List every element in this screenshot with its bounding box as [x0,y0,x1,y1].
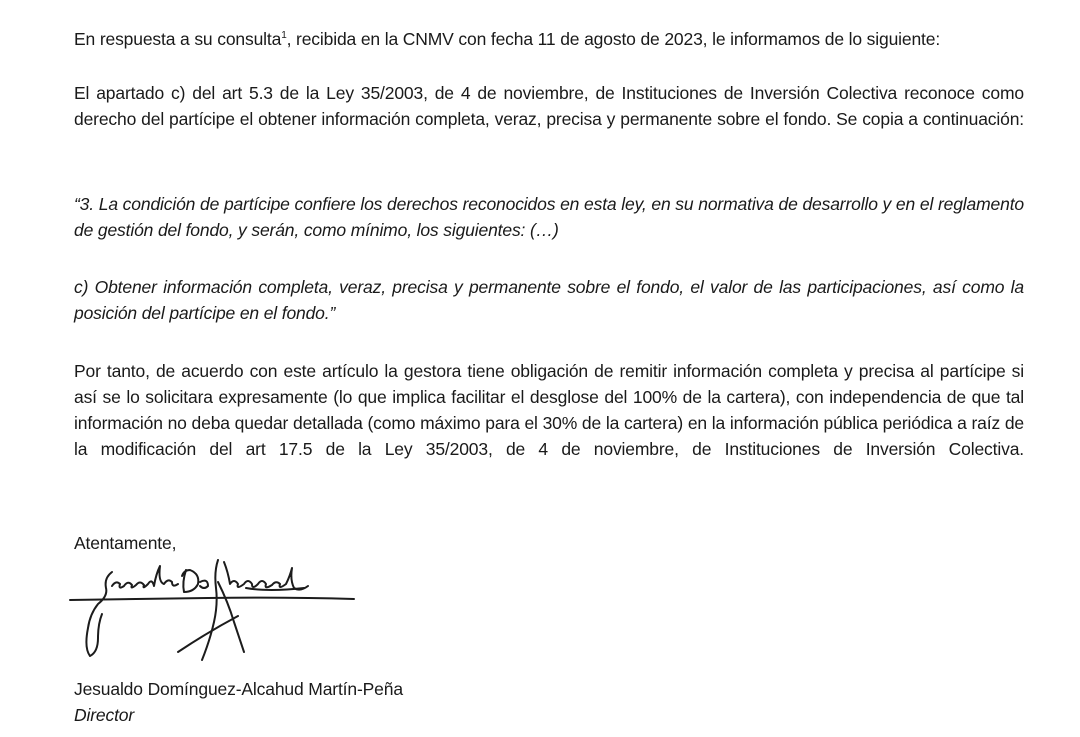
handwritten-signature [68,552,368,667]
quoted-article-intro: “3. La condición de partícipe confiere los derechos reconocidos en esta ley, en su normativa de desarrollo y en el reglamento de gestión del fondo, y serán, como mínimo, los siguientes: (…) [74,194,1024,240]
legal-reference-paragraph: El apartado c) del art 5.3 de la Ley 35/2003, de 4 de noviembre, de Instituciones de Inversión Colectiva reconoce como derecho del partícipe el obtener información completa, veraz, precisa y permanente sobre el fondo. Se copia a continuación: [74,83,1024,129]
footnote-marker: 1 [281,30,287,41]
intro-text-continued: , recibida en la CNMV con fecha 11 de agosto de 2023, le informamos de lo siguiente: [286,29,941,49]
signer-name: Jesualdo Domínguez-Alcahud Martín-Peña [74,679,403,699]
quoted-article-item-c: c) Obtener información completa, veraz, precisa y permanente sobre el fondo, el valor de las participaciones, así como la posición del partícipe en el fondo.” [74,277,1024,323]
intro-text: En respuesta a su consulta [74,29,282,49]
conclusion-paragraph: Por tanto, de acuerdo con este artículo la gestora tiene obligación de remitir información completa y precisa al partícipe si así se lo solicitara expresamente (lo que implica facilitar el desglose del 100% de la cartera), con independencia de que tal información no deba quedar detallada (como máximo para el 30% de la cartera) en la información pública periódica a raíz de la modificación del art 17.5 de la Ley 35/2003, de 4 de noviembre, de Instituciones de Inversión Colectiva. [74,361,1024,459]
intro-paragraph [74,26,1024,52]
signer-title: Director [74,705,135,725]
closing-salutation: Atentamente, [74,533,177,553]
